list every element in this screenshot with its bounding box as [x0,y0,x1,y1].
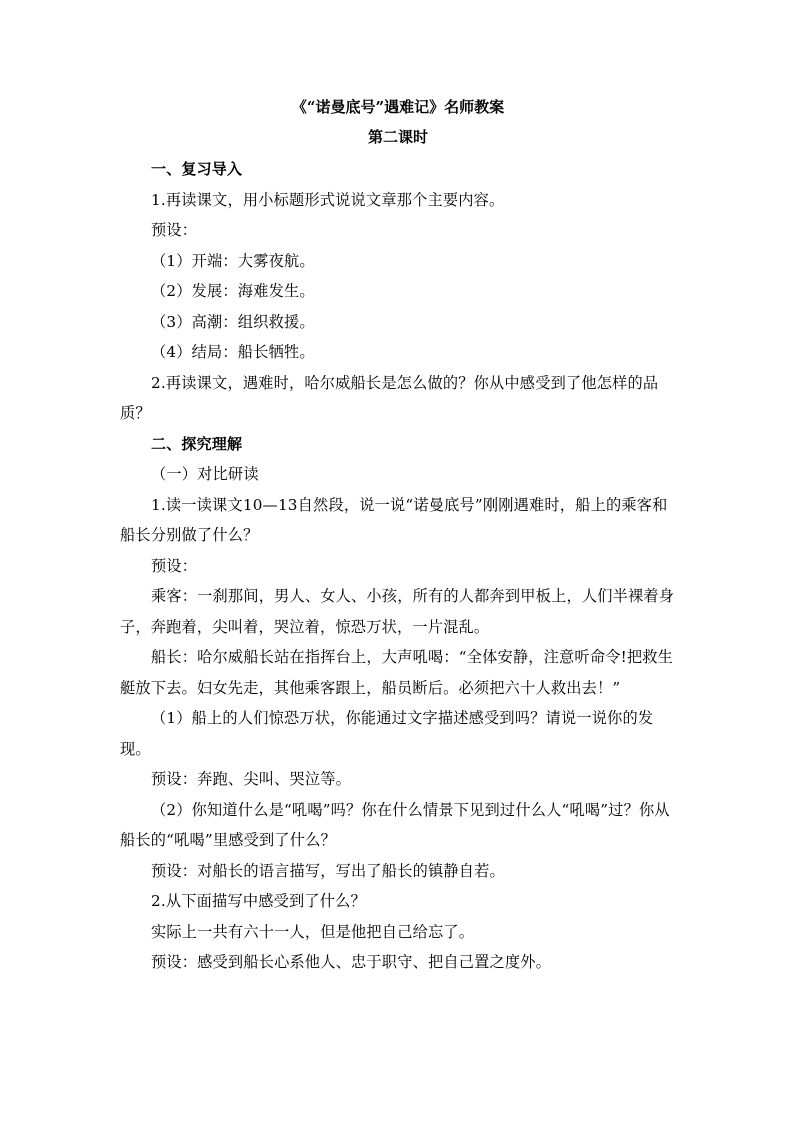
section-heading: 二、探究理解 [151,434,243,453]
paragraph: （一）对比研读 [151,465,259,483]
paragraph: （4）结局：船长牺牲。 [151,343,315,361]
paragraph: 1.读一读课文10—13自然段，说一说“诺曼底号”刚刚遇难时，船上的乘客和船长分别做了什么？ [120,495,668,544]
paragraph: 1.再读课文，用小标题形式说说文章那个主要内容。 [151,190,505,209]
paragraph: 乘客：一刹那间，男人、女人、小孩，所有的人都奔到甲板上，人们半裸着身子，奔跑着，尖叫着，哭泣着，惊恐万状，一片混乱。 [120,587,675,636]
paragraph: 预设：奔跑、尖叫、哭泣等。 [151,770,352,788]
paragraph: 预设：感受到船长心系他人、忠于职守、把自己置之度外。 [151,953,552,971]
paragraph: 预设： [151,556,198,575]
paragraph: （2）发展：海难发生。 [151,282,315,300]
paragraph: （1）船上的人们惊恐万状，你能通过文字描述感受到吗？请说一说你的发现。 [120,709,654,758]
lesson-subtitle: 第二课时 [367,128,428,146]
paragraph: （1）开端：大雾夜航。 [151,251,315,270]
paragraph: 2.从下面描写中感受到了什么？ [151,892,366,910]
paragraph: （3）高潮：组织救援。 [151,312,315,331]
document-content [120,92,676,978]
paragraph: 实际上一共有六十一人，但是他把自己给忘了。 [151,922,475,941]
document-body [120,154,676,978]
paragraph: 预设：对船长的语言描写，写出了船长的镇静自若。 [151,861,505,880]
paragraph: 船长：哈尔威船长站在指挥台上，大声吼喝：“全体安静，注意听命令!把救生艇放下去。妇女先走，其他乘客跟上，船员断后。必须把六十人救出去！” [120,648,674,697]
document-title: 《“诺曼底号”遇难记》名师教案 [291,98,505,116]
paragraph: （2）你知道什么是“吼喝”吗？你在什么情景下见到过什么人“吼喝”过？你从船长的“吼喝”里感受到了什么？ [120,800,670,849]
section-heading: 一、复习导入 [151,160,243,178]
paragraph: 2.再读课文，遇难时，哈尔威船长是怎么做的？你从中感受到了他怎样的品质？ [120,373,659,422]
paragraph: 预设： [151,221,198,239]
